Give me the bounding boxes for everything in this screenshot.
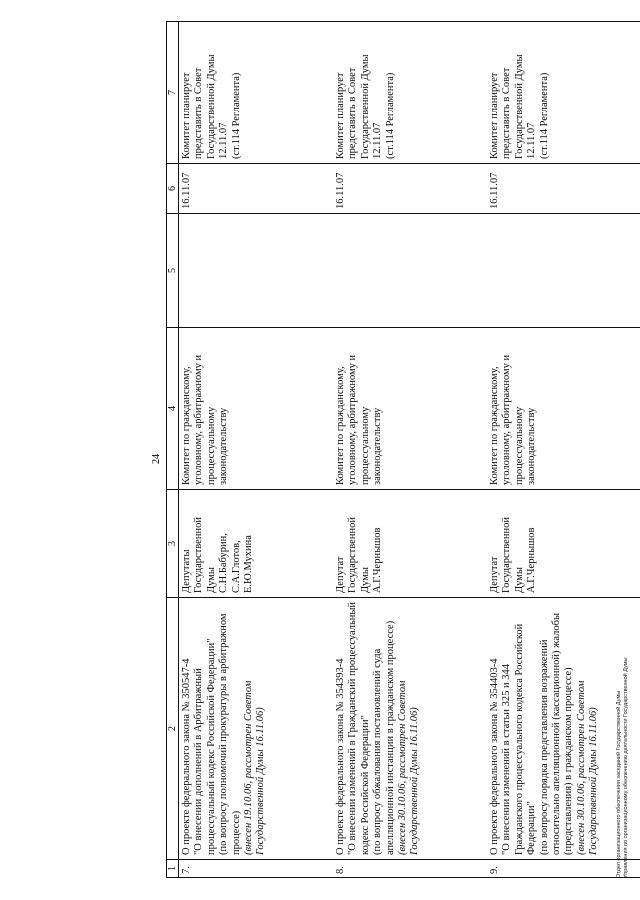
authors-cell: Депутат Государственной Думы А.Г.Чернышов [487,490,640,598]
page-number: 24 [151,454,162,464]
authors-cell: Депутат Государственной Думы А.Г.Чернышов [333,490,487,598]
bill-cell [333,598,487,860]
plan-cell: Комитет планирует представить в Совет Государственной Думы 12.11.07 (ст.114 Регламента) [179,22,334,164]
column-header: 6 [167,164,179,214]
committee-cell: Комитет по гражданскому, уголовному, арбитражному и процессуальному законодательству [333,328,487,490]
row-number: 7. [179,860,334,878]
bill-title: О проекте федерального закона № 350547-4 "О внесении дополнений в Арбитражный процессуальный кодекс Российской Федерации" (по вопросу полномочий прокуратуры в арбитражном процессе) [181,613,242,855]
bill-title: О проекте федерального закона № 354403-4 "О внесении изменений в статьи 325 и 344 Гражданского процессуального кодекса Российской Федерации" (по вопросу порядка представления возражений относительно апелляционной (кассационной) жалобы (представления) в гражданском процессе) [489,612,575,855]
column-header: 5 [167,214,179,328]
bill-note: (внесен 30.10.06, рассмотрен Советом Государственной Думы 16.11.06) [575,680,600,855]
date-cell: 16.11.07 [179,164,334,214]
committee-cell: Комитет по гражданскому, уголовному, арбитражному и процессуальному законодательству [179,328,334,490]
empty-cell [333,214,487,328]
bill-note: (внесен 30.10.06, рассмотрен Советом Государственной Думы 16.11.06) [397,680,421,855]
column-header: 4 [167,328,179,490]
date-cell: 16.11.07 [333,164,487,214]
row-number: 9. [487,860,640,878]
authors-cell: Депутаты Государственной Думы С.Н.Бабурин, С.А.Глотов, Е.Ю.Мухина [179,490,334,598]
table-row [179,22,334,878]
empty-cell [179,214,334,328]
bill-note: (внесен 19.10.06, рассмотрен Советом Государственной Думы 16.11.06) [243,680,267,855]
plan-cell: Комитет планирует представить в Совет Государственной Думы 12.11.07 (ст.114 Регламента) [487,22,640,164]
footer [616,658,630,879]
committee-cell: Комитет по гражданскому, уголовному, арбитражному и процессуальному законодательству [487,328,640,490]
table-row [333,22,487,878]
date-cell: 16.11.07 [487,164,640,214]
column-header: 7 [167,22,179,164]
row-number: 8. [333,860,487,878]
legislation-table [166,21,640,878]
column-header: 3 [167,490,179,598]
column-header: 2 [167,598,179,860]
bill-cell [179,598,334,860]
table-header-row [167,22,179,878]
bill-title: О проекте федерального закона № 354393-4 "О внесении изменений в Гражданский процессуальный кодекс Российской Федерации" (по вопросу обжалования постановлений суда апелляционной инстанции в гражданском процессе) [335,601,396,855]
footer-line: Отдел организационного обеспечения заседаний Государственной Думы [616,690,622,878]
empty-cell [487,214,640,328]
column-header: 1 [167,860,179,878]
plan-cell: Комитет планирует представить в Совет Государственной Думы 12.11.07 (ст.114 Регламента) [333,22,487,164]
footer-line: Управления по организационному обеспечению деятельности Государственной Думы [623,657,629,878]
